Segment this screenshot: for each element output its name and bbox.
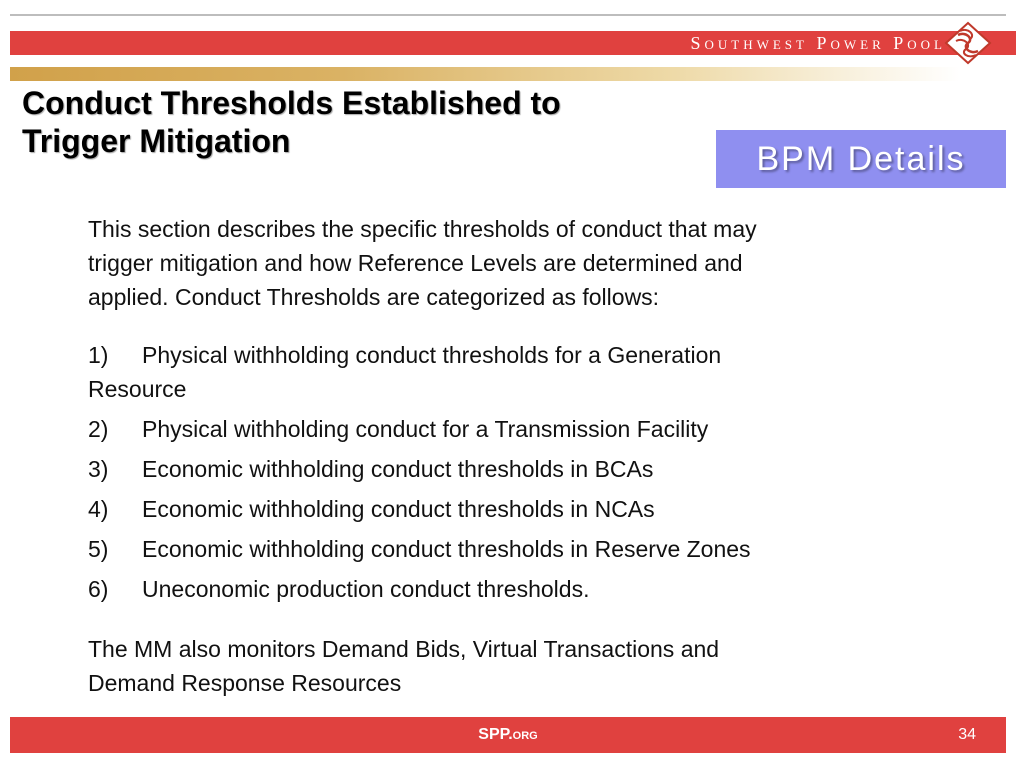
- title-line-2: Trigger Mitigation: [22, 123, 291, 159]
- list-text: Physical withholding conduct for a Transmission Facility: [142, 416, 709, 442]
- list-text: Economic withholding conduct thresholds in NCAs: [142, 496, 655, 522]
- outro-line: Demand Response Resources: [88, 670, 402, 696]
- footer-band: [10, 717, 1006, 753]
- bpm-details-badge: BPM Details: [716, 130, 1006, 188]
- threshold-list: [88, 338, 948, 606]
- slide-title: [22, 84, 722, 160]
- intro-line: applied. Conduct Thresholds are categorized as follows:: [88, 284, 660, 310]
- footer-site-link[interactable]: SPP.org: [478, 726, 538, 743]
- list-number: 6): [88, 576, 109, 602]
- list-number: 2): [88, 416, 109, 442]
- list-number: 5): [88, 536, 109, 562]
- list-item: [88, 492, 948, 526]
- list-number: 1): [88, 342, 109, 368]
- title-line-1: Conduct Thresholds Established to: [22, 85, 561, 121]
- list-item: [88, 338, 948, 406]
- list-number: 4): [88, 496, 109, 522]
- list-text: Economic withholding conduct thresholds in BCAs: [142, 456, 654, 482]
- brand-name: Southwest Power Pool: [690, 33, 946, 53]
- list-text-continued: Resource: [88, 376, 187, 402]
- list-text: Economic withholding conduct thresholds in Reserve Zones: [142, 536, 751, 562]
- list-number: 3): [88, 456, 109, 482]
- list-item: [88, 572, 948, 606]
- intro-paragraph: [88, 212, 948, 314]
- list-item: [88, 532, 948, 566]
- slide-content: [88, 212, 948, 700]
- outro-line: The MM also monitors Demand Bids, Virtual Transactions and: [88, 636, 720, 662]
- list-text: Physical withholding conduct thresholds for a Generation: [142, 342, 722, 368]
- list-item: [88, 452, 948, 486]
- spp-logo-icon: [944, 21, 992, 65]
- outro-paragraph: [88, 632, 948, 700]
- top-rule: [10, 14, 1006, 16]
- intro-line: trigger mitigation and how Reference Levels are determined and: [88, 250, 743, 276]
- page-number: 34: [958, 726, 976, 743]
- gold-band: [10, 67, 960, 81]
- list-item: [88, 412, 948, 446]
- list-text: Uneconomic production conduct thresholds.: [142, 576, 590, 602]
- intro-line: This section describes the specific thresholds of conduct that may: [88, 216, 757, 242]
